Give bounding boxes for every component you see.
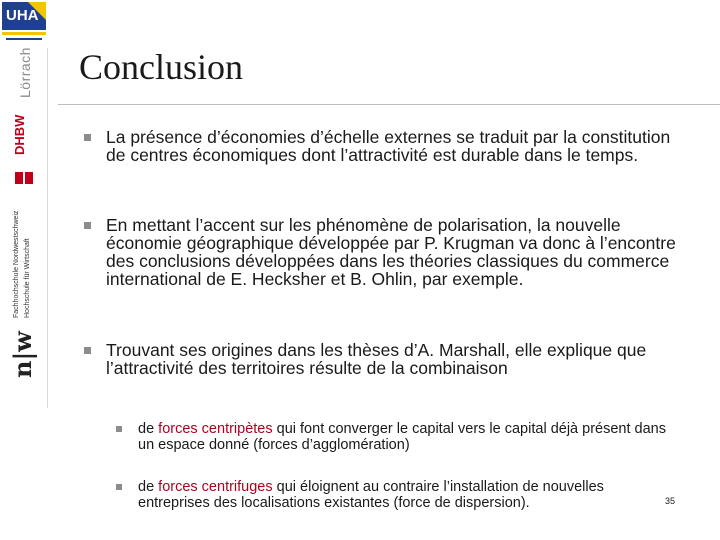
sub-bullet-prefix: de xyxy=(138,479,159,495)
sidebar xyxy=(0,0,48,540)
square-bullet-icon xyxy=(84,134,91,141)
sub-bullet-prefix: de xyxy=(138,421,159,437)
bullet-text: Trouvant ses origines dans les thèses d’A. Marshall, elle explique que l’attractivité des territoires résulte de la combinaison xyxy=(106,340,647,378)
title-divider xyxy=(58,104,720,105)
bullet-item xyxy=(84,128,684,164)
nw-logo: n|w xyxy=(8,331,37,378)
sub-bullet-item xyxy=(116,479,676,511)
square-bullet-icon xyxy=(84,222,91,229)
bullet-item xyxy=(84,341,684,377)
sidebar-divider xyxy=(47,48,48,408)
bullet-text: La présence d’économies d’échelle externes se traduit par la constitution de centres économiques dont l’attractivité est durable dans le temps. xyxy=(106,127,671,165)
sub-bullet-item xyxy=(116,421,676,453)
square-bullet-icon xyxy=(116,426,122,432)
highlight-term: forces centripètes xyxy=(158,421,273,437)
sub-bullet-rest: qui font converger le capital vers le capital déjà présent dans un espace donné (forces d’agglomération) xyxy=(138,421,666,453)
fach-line-1: Fachhochschule Nordwestschweiz xyxy=(13,210,20,318)
campus-label: Lörrach xyxy=(17,47,33,98)
sub-bullet-text xyxy=(138,421,676,453)
sub-bullet-rest: qui éloignent au contraire l’installation de nouvelles entreprises des localisations existantes (force de dispersion). xyxy=(138,479,604,511)
dhbw-label: DHBW xyxy=(12,114,27,155)
uha-text: UHA xyxy=(6,7,39,24)
page-number: 35 xyxy=(665,496,676,506)
dhbw-mark-icon xyxy=(13,170,35,186)
bullet-text: En mettant l’accent sur les phénomène de polarisation, la nouvelle économie géographique développée par P. Krugman va donc à l’encontre des conclusions développées dans les théories classiques du commerce international de E. Hecksher et B. Ohlin, par exemple. xyxy=(106,215,676,289)
square-bullet-icon xyxy=(84,347,91,354)
bullet-item xyxy=(84,216,684,288)
sub-bullet-text xyxy=(138,479,676,511)
highlight-term: forces centrifuges xyxy=(158,479,273,495)
fach-line-2: Hochschule für Wirtschaft xyxy=(24,238,31,318)
slide-title: Conclusion xyxy=(79,47,244,87)
square-bullet-icon xyxy=(116,484,122,490)
uha-logo xyxy=(2,2,46,44)
